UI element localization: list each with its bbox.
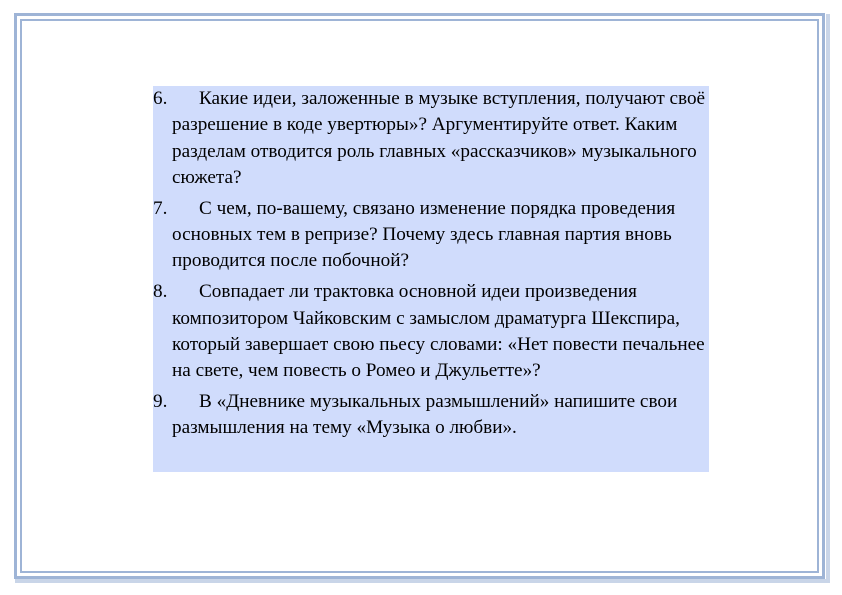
- question-number: 8.: [153, 281, 168, 303]
- question-item-6: [153, 86, 709, 191]
- frame-shadow-bottom: [15, 579, 830, 583]
- question-item-7: [153, 196, 709, 275]
- frame-shadow-right: [826, 14, 830, 582]
- question-text: Совпадает ли трактовка основной идеи произведения композитором Чайковским с замыслом драматурга Шекспира, который завершает свою пьесу словами: «Нет повести печальнее на свете, чем повесть о Ромео и Джульетте»?: [172, 281, 705, 382]
- question-text: С чем, по-вашему, связано изменение порядка проведения основных тем в репризе? Почему здесь главная партия вновь проводится после побочной?: [172, 197, 676, 272]
- question-number: 9.: [153, 391, 168, 413]
- question-number: 6.: [153, 88, 168, 109]
- question-text: Какие идеи, заложенные в музыке вступления, получают своё разрешение в коде увертюры»? Аргументируйте ответ. Каким разделам отводится роль главных «рассказчиков» музыкального сюжета?: [172, 88, 706, 188]
- question-item-9: [153, 389, 709, 442]
- question-item-8: [153, 279, 709, 384]
- questions-box: [153, 86, 709, 472]
- question-number: 7.: [153, 197, 168, 219]
- question-text: В «Дневнике музыкальных размышлений» напишите свои размышления на тему «Музыка о любви».: [172, 391, 678, 439]
